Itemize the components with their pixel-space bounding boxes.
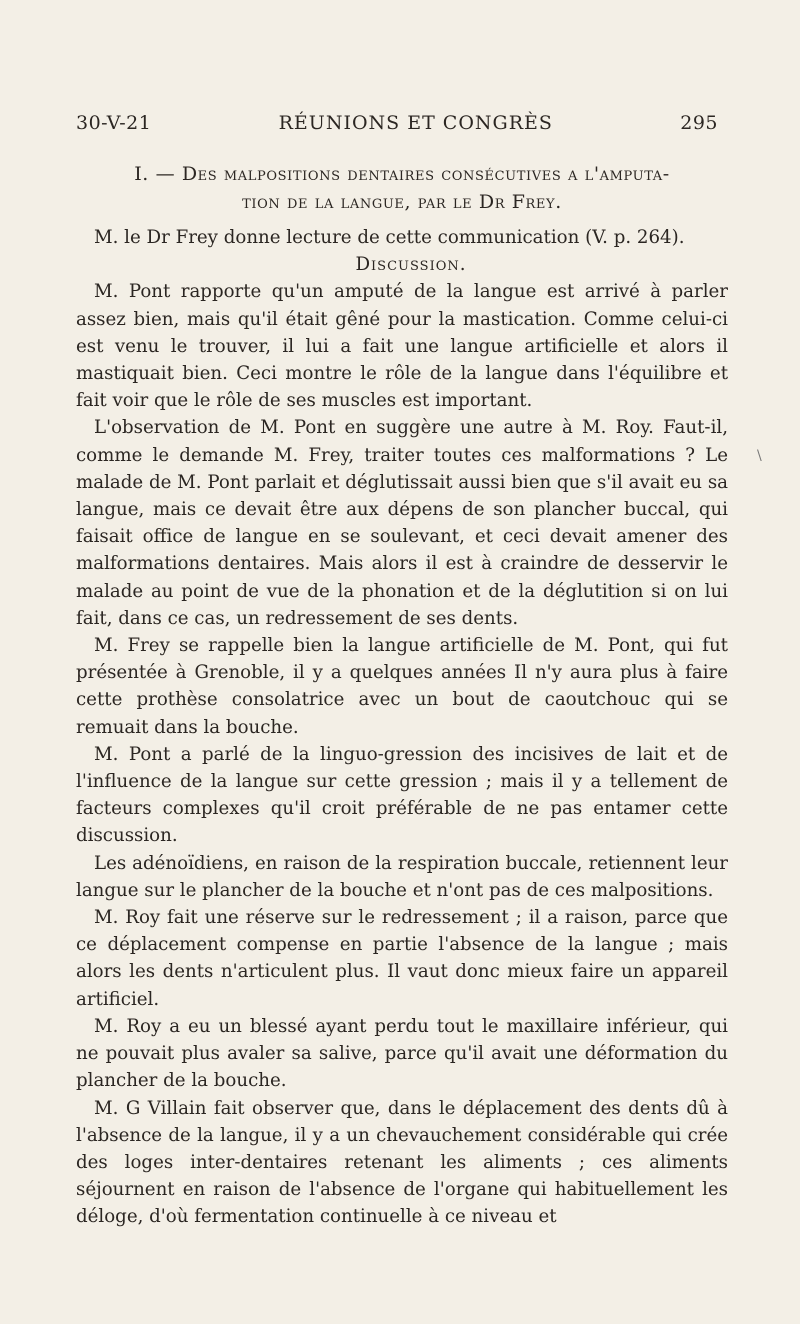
paragraph-4: M. Frey se rappelle bien la langue artificielle de M. Pont, qui fut présentée à Grenoble, il y a quelques années Il n'y aura plus à faire cette prothèse consolatrice avec un bout de caoutchouc qui se remuait dans la bouche. — [76, 635, 728, 738]
title-line-2: tion de la langue, par le Dr Frey. — [242, 191, 562, 213]
paragraph-1: M. le Dr Frey donne lecture de cette communication (V. p. 264). — [94, 227, 685, 248]
header-section-title: RÉUNIONS ET CONGRÈS — [278, 112, 553, 134]
article-body — [76, 224, 728, 1231]
margin-mark: \ — [757, 448, 762, 464]
paragraph-3: L'observation de M. Pont en suggère une autre à M. Roy. Faut-il, comme le demande M. Frey, traiter toutes ces malformations ? Le malade de M. Pont parlait et déglutissait aussi bien que s'il avait eu sa langue, mais ce devait être aux dépens de son plancher buccal, qui faisait office de langue en se soulevant, et ceci devait amener des malformations dentaires. Mais alors il est à craindre de desservir le malade au point de vue de la phonation et de la déglutition si on lui fait, dans ce cas, un redressement de ses dents. — [76, 417, 728, 629]
paragraph-6: Les adénoïdiens, en raison de la respiration buccale, retiennent leur langue sur le plancher de la bouche et n'ont pas de ces malpositions. — [76, 852, 728, 901]
section-heading: Discussion. — [355, 254, 467, 276]
paragraph-9: M. G Villain fait observer que, dans le déplacement des dents dû à l'absence de la langue, il y a un chevauchement considérable qui crée des loges inter-dentaires retenant les aliments ; ces aliments séjournent en raison de l'absence de l'organe qui habituellement les déloge, d'où fermentation continuelle à ce niveau et — [76, 1097, 728, 1228]
paragraph-8: M. Roy a eu un blessé ayant perdu tout le maxillaire inférieur, qui ne pouvait plus avaler sa salive, parce qu'il avait une déformation du plancher de la bouche. — [76, 1015, 728, 1092]
paragraph-5: M. Pont a parlé de la linguo-gression des incisives de lait et de l'influence de la langue sur cette gression ; mais il y a tellement de facteurs complexes qu'il croit préférable de ne pas entamer cette discussion. — [76, 743, 728, 847]
paragraph-2: M. Pont rapporte qu'un amputé de la langue est arrivé à parler assez bien, mais qu'il était gêné pour la mastication. Comme celui-ci est venu le trouver, il lui a fait une langue artificielle et alors il mastiquait bien. Ceci montre le rôle de la langue dans l'équilibre et fait voir que le rôle de ses muscles est important. — [76, 281, 728, 412]
page-number: 295 — [680, 112, 718, 134]
article-title — [76, 160, 728, 216]
title-line-1: I. — Des malpositions dentaires consécutives a l'amputa- — [134, 163, 670, 185]
paragraph-7: M. Roy fait une réserve sur le redressement ; il a raison, parce que ce déplacement compense en partie l'absence de la langue ; mais alors les dents n'articulent plus. Il vaut donc mieux faire un appareil artificiel. — [76, 907, 728, 1010]
running-header — [76, 112, 718, 142]
header-date: 30-V-21 — [76, 112, 152, 134]
